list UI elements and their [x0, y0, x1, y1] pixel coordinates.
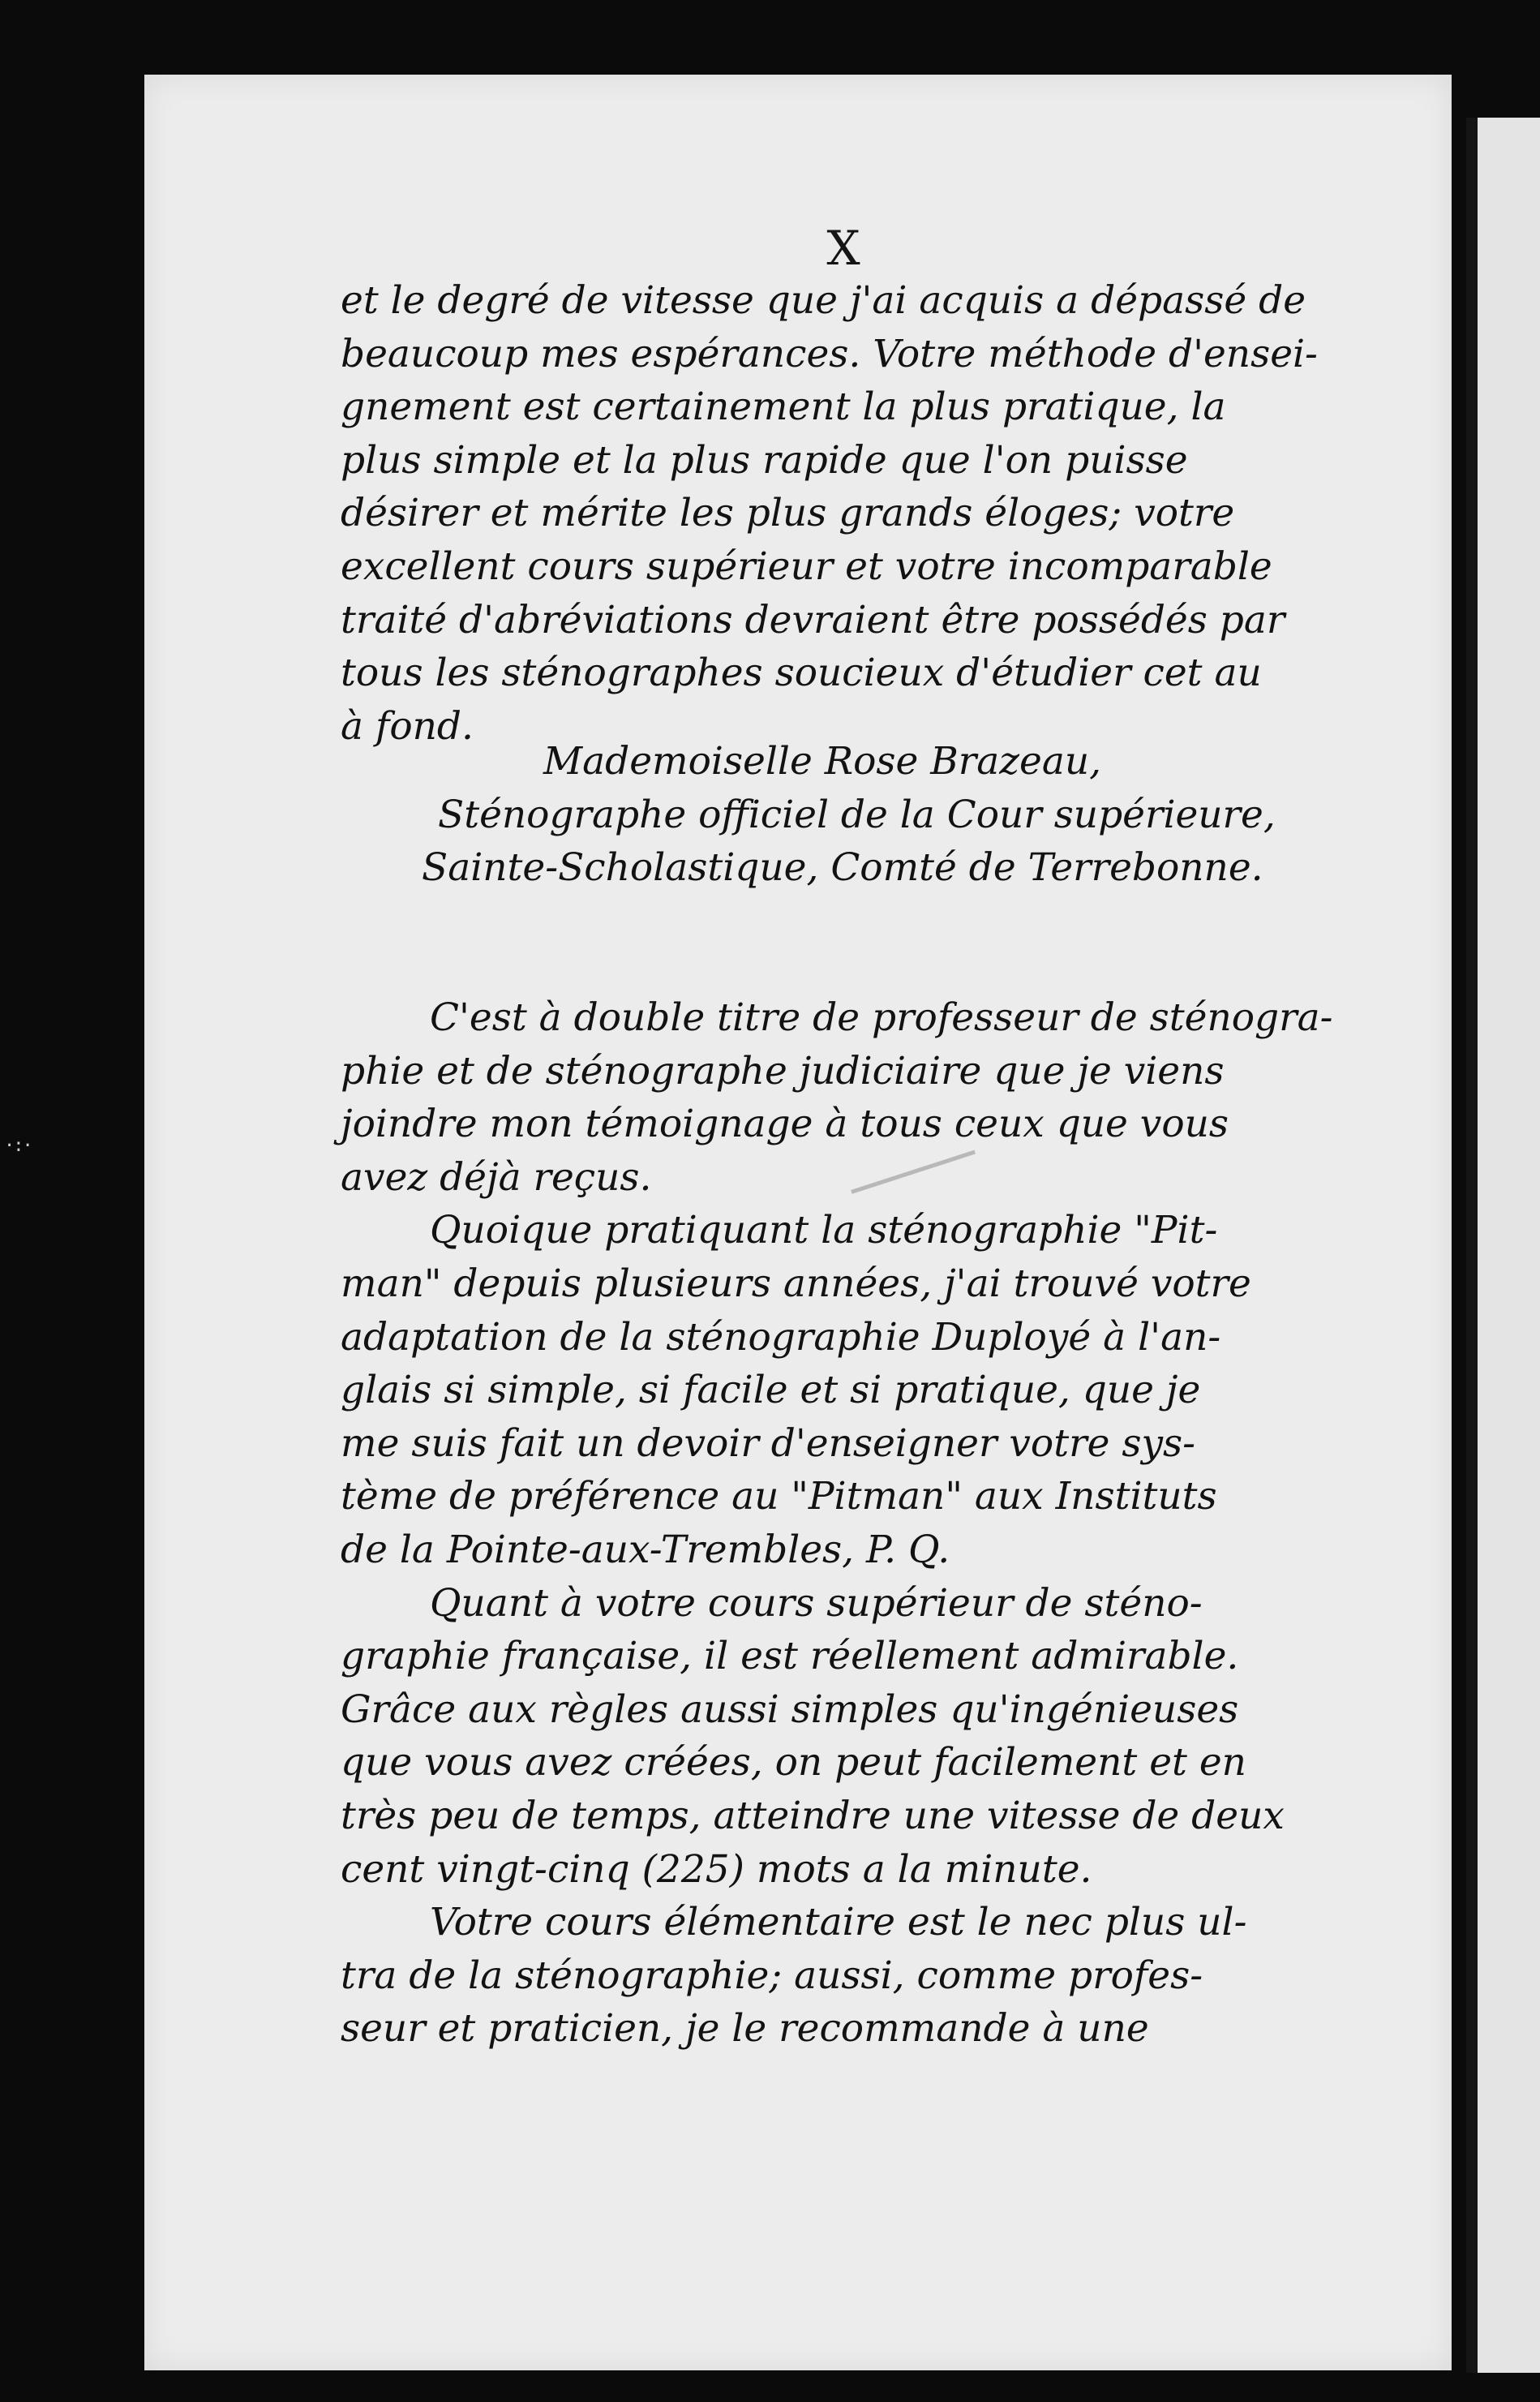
facing-page-edge — [1466, 118, 1540, 2373]
letter-one-line: plus simple et la plus rapide que l'on puisse — [341, 437, 1188, 483]
letter-two-line: me suis fait un devoir d'enseigner votre sys- — [341, 1420, 1196, 1466]
letter-two-line: Votre cours élémentaire est le nec plus ul- — [430, 1900, 1247, 1945]
letter-two-line: avez déjà reçus. — [341, 1154, 652, 1200]
letter-two-line: tra de la sténographie; aussi, comme profes- — [341, 1953, 1203, 1998]
letter-one-line: tous les sténographes soucieux d'étudier cet au — [341, 651, 1262, 696]
letter-two-line: Quoique pratiquant la sténographie "Pit- — [430, 1208, 1218, 1253]
signature-name: Mademoiselle Rose Brazeau, — [543, 739, 1102, 784]
letter-one-line: et le degré de vitesse que j'ai acquis a dépassé de — [341, 278, 1306, 323]
letter-two-line: adaptation de la sténographie Duployé à l'an- — [341, 1314, 1221, 1360]
letter-one-line: traité d'abréviations devraient être possédés par — [341, 597, 1285, 642]
letter-two-line: man" depuis plusieurs années, j'ai trouvé votre — [341, 1261, 1251, 1306]
letter-two-line: phie et de sténographe judiciaire que je viens — [341, 1048, 1225, 1094]
letter-two-line: C'est à double titre de professeur de sténogra- — [430, 995, 1333, 1040]
scan-speck: ·:· — [4, 1136, 32, 1156]
letter-one-line: beaucoup mes espérances. Votre méthode d'ensei- — [341, 331, 1318, 376]
letter-two-line: cent vingt-cinq (225) mots a la minute. — [341, 1846, 1092, 1892]
letter-two-line: tème de préférence au "Pitman" aux Instituts — [341, 1474, 1217, 1519]
letter-two-line: Quant à votre cours supérieur de sténo- — [430, 1580, 1203, 1626]
letter-two-line: joindre mon témoignage à tous ceux que vous — [341, 1102, 1229, 1147]
letter-one-line: gnement est certainement la plus pratique, la — [341, 385, 1226, 430]
signature-title: Sténographe officiel de la Cour supérieure, — [438, 792, 1276, 837]
signature-one — [341, 735, 1395, 895]
signature-location: Sainte-Scholastique, Comté de Terrebonne. — [422, 845, 1263, 891]
letter-one-line: excellent cours supérieur et votre incomparable — [341, 544, 1272, 589]
page-number: X — [826, 221, 860, 276]
letter-two-line: Grâce aux règles aussi simples qu'ingénieuses — [341, 1687, 1239, 1732]
letter-two-line: de la Pointe-aux-Trembles, P. Q. — [341, 1527, 950, 1572]
letter-two-line: graphie française, il est réellement admirable. — [341, 1634, 1239, 1679]
letter-two — [341, 991, 1395, 2056]
letter-two-line: très peu de temps, atteindre une vitesse de deux — [341, 1793, 1285, 1838]
letter-two-line: seur et praticien, je le recommande à une — [341, 2006, 1149, 2052]
letter-one-line: à fond. — [341, 703, 474, 749]
letter-two-line: que vous avez créées, on peut facilement et en — [341, 1740, 1246, 1785]
letter-one — [341, 274, 1395, 753]
letter-one-line: désirer et mérite les plus grands éloges; votre — [341, 491, 1235, 536]
letter-two-line: glais si simple, si facile et si pratique, que je — [341, 1368, 1201, 1413]
